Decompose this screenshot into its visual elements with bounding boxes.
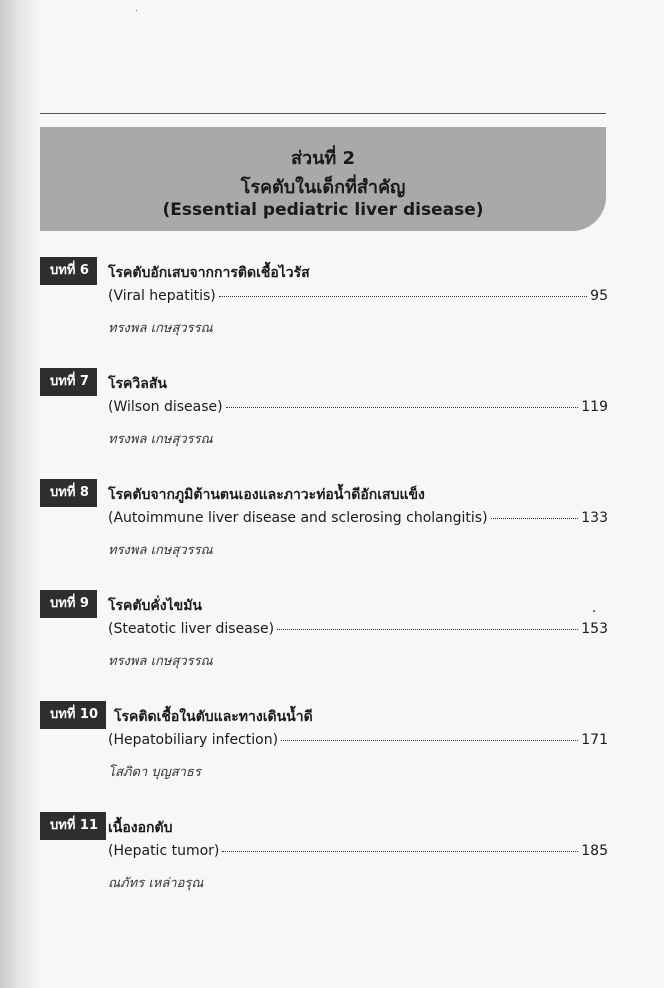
chapter-title-thai: โรคตับจากภูมิต้านตนเองและภาวะท่อน้ำดีอักเสบแข็ง — [108, 487, 425, 503]
toc-line — [108, 288, 608, 304]
chapter-title-english: (Autoimmune liver disease and sclerosing cholangitis) — [108, 510, 488, 526]
chapter-author: ณภัทร เหล่าอรุณ — [108, 876, 204, 891]
toc-line — [108, 510, 608, 526]
chapter-title-english: (Steatotic liver disease) — [108, 621, 275, 637]
chapter-badge: บทที่ 6 — [40, 257, 97, 285]
chapter-title-english: (Hepatobiliary infection) — [108, 732, 279, 748]
section-header — [40, 127, 606, 231]
page-gutter-shadow — [0, 0, 40, 988]
page-number: 133 — [581, 510, 608, 526]
scan-speck — [136, 10, 137, 11]
toc-entry-chapter-10 — [40, 701, 610, 793]
page-number: 171 — [581, 732, 608, 748]
chapter-title-thai: เนื้องอกตับ — [108, 820, 173, 836]
chapter-badge: บทที่ 9 — [40, 590, 97, 618]
section-title-thai: โรคตับในเด็กที่สำคัญ — [240, 177, 406, 198]
section-title-english: (Essential pediatric liver disease) — [162, 200, 484, 220]
section-number: ส่วนที่ 2 — [290, 148, 356, 169]
dot-leader — [219, 296, 587, 297]
chapter-badge: บทที่ 7 — [40, 368, 97, 396]
toc-entry-chapter-6 — [40, 257, 610, 349]
chapter-badge: บทที่ 8 — [40, 479, 97, 507]
chapter-title-english: (Wilson disease) — [108, 399, 223, 415]
page-number: 95 — [590, 288, 608, 304]
chapter-author: ทรงพล เกษสุวรรณ — [108, 432, 213, 447]
chapter-badge: บทที่ 11 — [40, 812, 106, 840]
page-number: 119 — [581, 399, 608, 415]
chapter-title-thai: โรคตับอักเสบจากการติดเชื้อไวรัส — [108, 265, 310, 281]
chapter-title-english: (Hepatic tumor) — [108, 843, 220, 859]
chapter-author: ทรงพล เกษสุวรรณ — [108, 321, 213, 336]
page-number: 185 — [581, 843, 608, 859]
top-rule — [40, 113, 606, 114]
chapter-author: ทรงพล เกษสุวรรณ — [108, 543, 213, 558]
chapter-title-thai: โรคติดเชื้อในตับและทางเดินน้ำดี — [114, 709, 313, 725]
toc-entry-chapter-7 — [40, 368, 610, 460]
dot-leader — [281, 740, 578, 741]
chapter-title-thai: โรควิลสัน — [108, 376, 167, 392]
toc-line — [108, 399, 608, 415]
dot-leader — [491, 518, 579, 519]
toc-line — [108, 732, 608, 748]
dot-leader — [222, 851, 578, 852]
chapter-title-thai: โรคตับคั่งไขมัน — [108, 598, 202, 614]
chapter-badge: บทที่ 10 — [40, 701, 106, 729]
scan-speck — [593, 610, 595, 612]
page-number: 153 — [581, 621, 608, 637]
toc-entry-chapter-9 — [40, 590, 610, 682]
chapter-author: ทรงพล เกษสุวรรณ — [108, 654, 213, 669]
toc-entry-chapter-8 — [40, 479, 610, 571]
dot-leader — [226, 407, 579, 408]
toc-line — [108, 621, 608, 637]
dot-leader — [277, 629, 578, 630]
chapter-title-english: (Viral hepatitis) — [108, 288, 216, 304]
chapter-author: โสภิดา บุญสาธร — [108, 765, 201, 780]
toc-entry-chapter-11 — [40, 812, 610, 904]
toc-line — [108, 843, 608, 859]
